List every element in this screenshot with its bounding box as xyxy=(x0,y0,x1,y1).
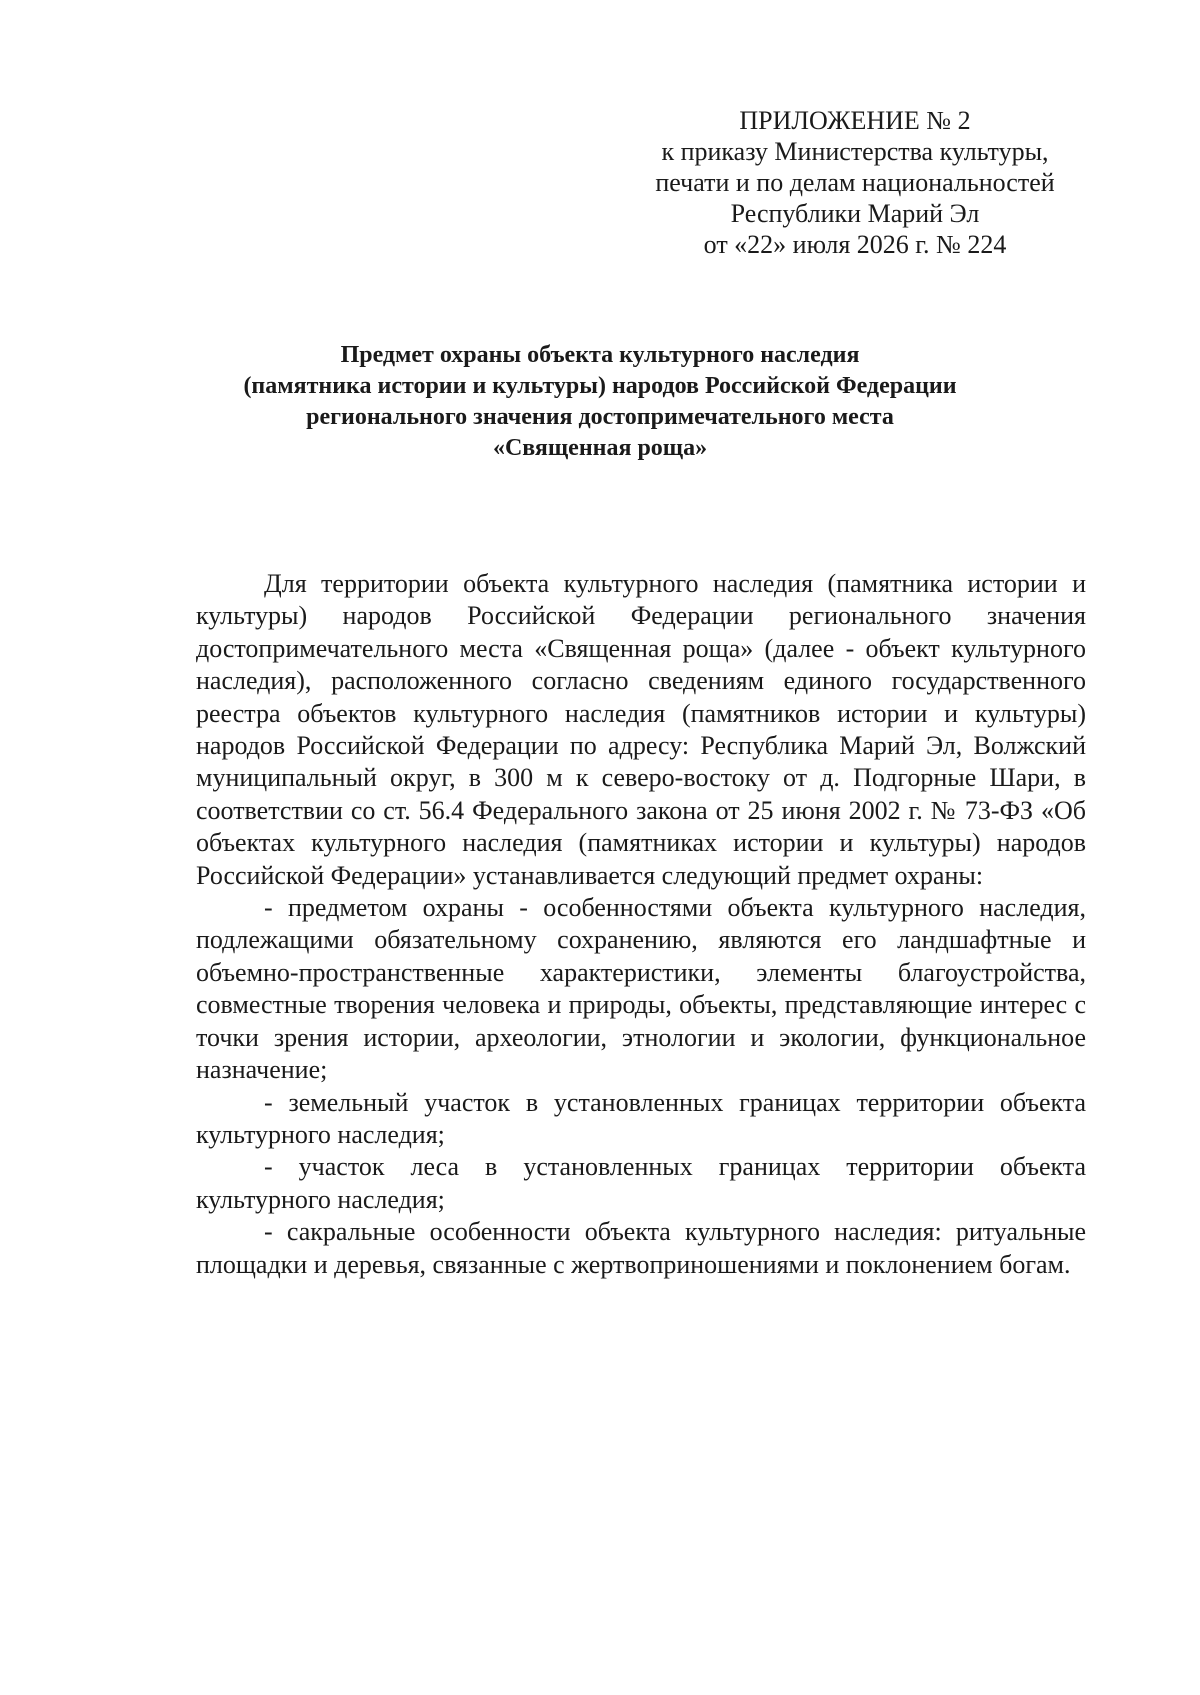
appendix-number: ПРИЛОЖЕНИЕ № 2 xyxy=(739,106,971,135)
document-body xyxy=(196,568,1086,1281)
document-title xyxy=(150,340,1050,464)
title-line: Предмет охраны объекта культурного наследия xyxy=(340,342,860,368)
appendix-republic-line: Республики Марий Эл xyxy=(730,199,980,228)
list-item: - участок леса в установленных границах территории объекта культурного наследия; xyxy=(196,1152,1086,1214)
title-line: «Священная роща» xyxy=(492,435,708,461)
title-line: регионального значения достопримечательного места xyxy=(306,404,894,430)
title-line: (памятника истории и культуры) народов Российской Федерации xyxy=(243,373,957,399)
list-item: - земельный участок в установленных границах территории объекта культурного наследия; xyxy=(196,1087,1086,1149)
intro-paragraph: Для территории объекта культурного наследия (памятника истории и культуры) народов Российской Федерации регионального значения достопримечательного места «Священная роща» (далее - объект культурного наследия), расположенного согласно сведениям единого государственного реестра объектов культурного наследия (памятников истории и культуры) народов Российской Федерации по адресу: Республика Марий Эл, Волжский муниципальный округ, в 300 м к северо-востоку от д. Подгорные Шари, в соответствии со ст. 56.4 Федерального закона от 25 июня 2002 г. № 73-ФЗ «Об объектах культурного наследия (памятниках истории и культуры) народов Российской Федерации» устанавливается следующий предмет охраны: xyxy=(196,569,1086,890)
appendix-header xyxy=(620,105,1090,260)
list-item: - предметом охраны - особенностями объекта культурного наследия, подлежащими обязательному сохранению, являются его ландшафтные и объемно-пространственные характеристики, элементы благоустройства, совместные творения человека и природы, объекты, представляющие интерес с точки зрения истории, археологии, этнологии и экологии, функциональное назначение; xyxy=(196,893,1086,1085)
list-item: - сакральные особенности объекта культурного наследия: ритуальные площадки и деревья, связанные с жертвоприношениями и поклонением богам. xyxy=(196,1217,1086,1279)
appendix-order-line: к приказу Министерства культуры, xyxy=(661,137,1049,166)
appendix-ministry-line: печати и по делам национальностей xyxy=(655,168,1055,197)
appendix-date-line: от «22» июля 2026 г. № 224 xyxy=(703,230,1007,259)
